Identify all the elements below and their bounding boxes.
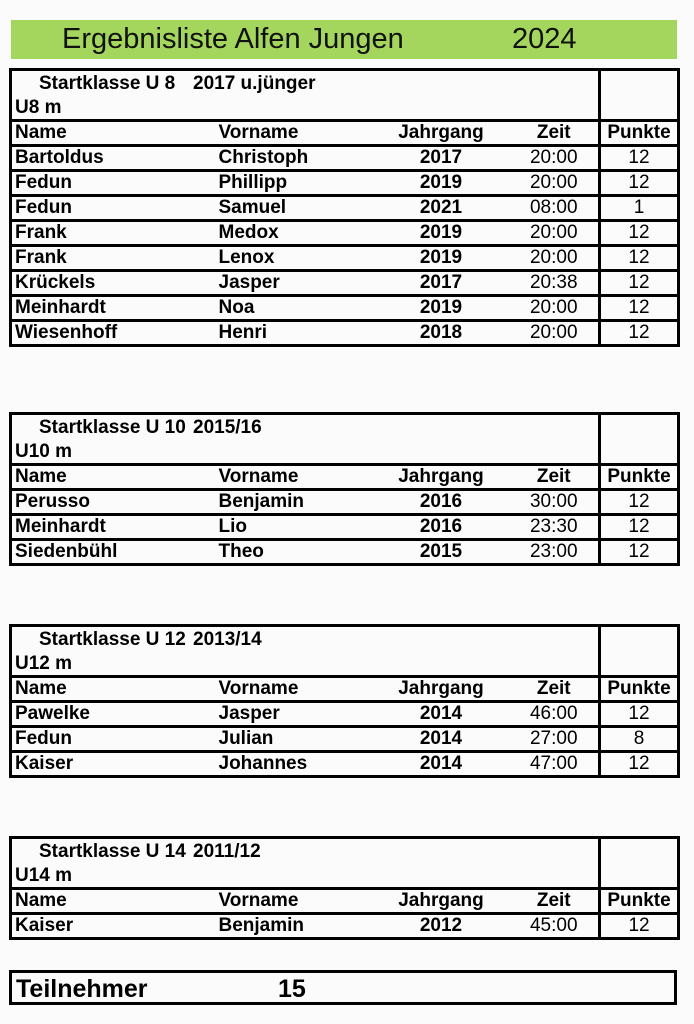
cell-name: Wiesenhoff [11,321,213,346]
cell-vorname: Julian [213,727,373,752]
table-row [11,914,679,939]
col-header-jahrgang: Jahrgang [373,465,510,490]
participant-label: Teilnehmer [16,975,148,1003]
class-header-row [11,70,679,98]
cell-vorname: Benjamin [213,490,373,515]
cell-jahrgang: 2012 [373,914,510,939]
cell-jahrgang: 2014 [373,727,510,752]
cell-punkte: 12 [600,221,679,246]
cell-name: Fedun [11,171,213,196]
cell-jahrgang: 2016 [373,490,510,515]
group-label: U14 m [15,865,73,886]
result-section [9,68,677,347]
col-header-jahrgang: Jahrgang [373,889,510,914]
cell-punkte: 8 [600,727,679,752]
table-row [11,727,679,752]
cell-punkte: 12 [600,171,679,196]
cell-zeit: 30:00 [510,490,600,515]
cell-name: Pawelke [11,702,213,727]
cell-jahrgang: 2017 [373,271,510,296]
table-row [11,752,679,777]
startklasse-jahrgaenge: 2015/16 [193,417,262,438]
table-row [11,540,679,565]
table-row [11,271,679,296]
cell-vorname: Christoph [213,146,373,171]
cell-vorname: Henri [213,321,373,346]
cell-zeit: 45:00 [510,914,600,939]
cell-zeit: 27:00 [510,727,600,752]
group-label: U8 m [15,97,62,118]
startklasse-jahrgaenge: 2013/14 [193,629,262,650]
cell-zeit: 20:00 [510,171,600,196]
cell-vorname: Jasper [213,271,373,296]
group-row [11,97,679,121]
col-header-jahrgang: Jahrgang [373,121,510,146]
cell-vorname: Noa [213,296,373,321]
column-header-row [11,121,679,146]
cell-name: Kaiser [11,752,213,777]
col-header-punkte: Punkte [600,889,679,914]
table-row [11,246,679,271]
cell-punkte: 12 [600,246,679,271]
col-header-vorname: Vorname [213,889,373,914]
cell-jahrgang: 2019 [373,296,510,321]
cell-zeit: 20:00 [510,246,600,271]
cell-punkte: 1 [600,196,679,221]
col-header-punkte: Punkte [600,465,679,490]
result-table [9,624,680,778]
cell-vorname: Phillipp [213,171,373,196]
column-header-row [11,465,679,490]
cell-name: Meinhardt [11,296,213,321]
cell-vorname: Samuel [213,196,373,221]
group-label: U10 m [15,441,73,462]
cell-vorname: Theo [213,540,373,565]
cell-zeit: 20:00 [510,146,600,171]
cell-name: Fedun [11,196,213,221]
cell-vorname: Lio [213,515,373,540]
cell-zeit: 20:38 [510,271,600,296]
class-header-row [11,414,679,442]
col-header-zeit: Zeit [510,121,600,146]
cell-punkte: 12 [600,271,679,296]
cell-jahrgang: 2014 [373,752,510,777]
result-section [9,412,677,566]
result-table [9,68,680,347]
cell-punkte: 12 [600,515,679,540]
page-year: 2024 [512,23,577,55]
col-header-name: Name [11,465,213,490]
cell-zeit: 23:30 [510,515,600,540]
cell-zeit: 20:00 [510,321,600,346]
table-row [11,515,679,540]
class-header-row [11,626,679,654]
table-row [11,196,679,221]
col-header-zeit: Zeit [510,465,600,490]
cell-vorname: Lenox [213,246,373,271]
cell-jahrgang: 2014 [373,702,510,727]
cell-punkte: 12 [600,702,679,727]
table-row [11,321,679,346]
col-header-punkte: Punkte [600,121,679,146]
table-row [11,296,679,321]
cell-jahrgang: 2019 [373,221,510,246]
col-header-name: Name [11,677,213,702]
cell-vorname: Johannes [213,752,373,777]
cell-jahrgang: 2019 [373,171,510,196]
cell-name: Meinhardt [11,515,213,540]
class-header-row [11,838,679,866]
startklasse-label: Startklasse U 12 [39,629,186,650]
column-header-row [11,677,679,702]
column-header-row [11,889,679,914]
cell-jahrgang: 2016 [373,515,510,540]
col-header-zeit: Zeit [510,677,600,702]
cell-punkte: 12 [600,490,679,515]
cell-punkte: 12 [600,752,679,777]
result-table [9,412,680,566]
table-row [11,490,679,515]
cell-jahrgang: 2015 [373,540,510,565]
table-row [11,702,679,727]
cell-zeit: 47:00 [510,752,600,777]
col-header-name: Name [11,889,213,914]
table-row [11,221,679,246]
cell-punkte: 12 [600,914,679,939]
result-section [9,836,677,940]
startklasse-label: Startklasse U 14 [39,841,186,862]
startklasse-jahrgaenge: 2017 u.jünger [193,73,316,94]
cell-jahrgang: 2018 [373,321,510,346]
cell-name: Bartoldus [11,146,213,171]
cell-name: Krückels [11,271,213,296]
cell-name: Perusso [11,490,213,515]
cell-punkte: 12 [600,296,679,321]
cell-vorname: Jasper [213,702,373,727]
cell-jahrgang: 2019 [373,246,510,271]
group-row [11,653,679,677]
page-title: Ergebnisliste Alfen Jungen [62,23,404,55]
cell-zeit: 20:00 [510,296,600,321]
table-row [11,171,679,196]
cell-punkte: 12 [600,540,679,565]
group-row [11,441,679,465]
cell-name: Frank [11,221,213,246]
col-header-punkte: Punkte [600,677,679,702]
cell-vorname: Medox [213,221,373,246]
col-header-vorname: Vorname [213,677,373,702]
cell-name: Siedenbühl [11,540,213,565]
participant-total [9,970,677,1005]
cell-name: Kaiser [11,914,213,939]
result-table [9,836,680,940]
cell-jahrgang: 2021 [373,196,510,221]
participant-count: 15 [278,975,306,1003]
col-header-vorname: Vorname [213,465,373,490]
startklasse-jahrgaenge: 2011/12 [193,841,261,862]
group-label: U12 m [15,653,73,674]
table-row [11,146,679,171]
cell-zeit: 23:00 [510,540,600,565]
col-header-name: Name [11,121,213,146]
cell-zeit: 20:00 [510,221,600,246]
group-row [11,865,679,889]
cell-name: Frank [11,246,213,271]
cell-zeit: 46:00 [510,702,600,727]
col-header-vorname: Vorname [213,121,373,146]
cell-zeit: 08:00 [510,196,600,221]
cell-punkte: 12 [600,321,679,346]
col-header-zeit: Zeit [510,889,600,914]
cell-jahrgang: 2017 [373,146,510,171]
col-header-jahrgang: Jahrgang [373,677,510,702]
cell-punkte: 12 [600,146,679,171]
result-section [9,624,677,778]
cell-name: Fedun [11,727,213,752]
cell-vorname: Benjamin [213,914,373,939]
startklasse-label: Startklasse U 8 [39,73,176,94]
startklasse-label: Startklasse U 10 [39,417,186,438]
